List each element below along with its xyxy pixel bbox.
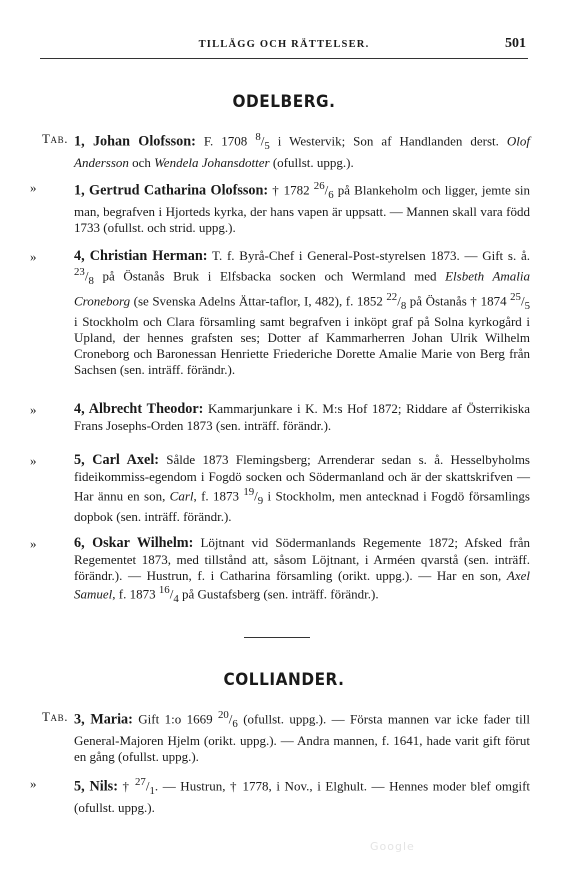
genealogy-entry: 3, Maria: Gift 1:o 1669 $^{20}/_6$ (ofullst. uppg.). — Första mannen var icke fader till General-Majoren Hjelm (orikt. uppg.). — Andra mannen, f. 1641, hade varit gift förut en gång (ofullst. uppg.).	[74, 709, 530, 764]
scan-watermark: Google	[370, 840, 415, 853]
person-name: 4, Albrecht Theodor:	[74, 401, 204, 417]
entry-marker: Tab.	[42, 131, 69, 146]
entry-marker: »	[30, 249, 37, 264]
section-divider	[244, 637, 310, 638]
person-name: 1, Johan Olofsson:	[74, 133, 196, 150]
person-name: 3, Maria:	[74, 711, 133, 728]
entry-marker: »	[30, 453, 37, 468]
person-name: 5, Nils:	[74, 778, 118, 795]
entry-marker: »	[30, 402, 37, 417]
entry-marker: Tab.	[42, 709, 69, 724]
running-head-title: TILLÄGG OCH RÄTTELSER.	[198, 39, 370, 50]
genealogy-entry: 4, Albrecht Theodor: Kammarjunkare i K. M:s Hof 1872; Riddare af Österrikiska Frans Josephs-Orden 1873 (sen. inträff. förändr.).	[74, 401, 531, 433]
genealogy-entry: 4, Christian Herman: T. f. Byrå-Chef i General-Post-styrelsen 1873. — Gift s. å. $^{23}/_8$ på Östanås Bruk i Elfsbacka socken och Wermland med Elsbeth Amalia Croneborg (se Svenska Adelns Ättar-taflor, I, 482), f. 1852 $^{22}/_8$ på Östanås † 1874 $^{25}/_5$ i Stockholm och Clara församling samt begrafven i inköpt graf på Solna kyrkogård i Upland, der hennes grafsten ses; Dotter af Kammarherren Johan Ulrik Wilhelm Croneborg och Baronessan Henriette Friederiche Dorette Amalie Marie von Berg från Sachsen (sen. inträff. förändr.).	[74, 248, 531, 377]
genealogy-entry: 6, Oskar Wilhelm: Löjtnant vid Södermanlands Regemente 1872; Afsked från Regementet 1873, med tillstånd att, såsom Löjtnant, i Arméen qvarstå (sen. inträff. förändr.). — Hustrun, f. i Catharina församling (orikt. uppg.). — Har en son, Axel Samuel, f. 1873 $^{16}/_4$ på Gustafsberg (sen. inträff. förändr.).	[74, 535, 531, 606]
entry-marker: »	[30, 180, 37, 195]
person-name: 1, Gertrud Catharina Olofsson:	[74, 182, 269, 199]
entry-marker: »	[30, 536, 37, 551]
running-head	[40, 38, 528, 59]
section-heading-odelberg: ODELBERG.	[232, 92, 336, 112]
person-name: 5, Carl Axel:	[74, 452, 159, 468]
genealogy-entry: 5, Carl Axel: Sålde 1873 Flemingsberg; Arrenderar sedan s. å. Hesselbyholms fideikommiss-egendom i Fogdö socken och Södermanland och är der skattskrifven — Har ännu en son, Carl, f. 1873 $^{19}/_9$ i Stockholm, men antecknad i Fogdö församlings dopbok (sen. inträff. förändr.).	[74, 452, 530, 525]
person-name: 6, Oskar Wilhelm:	[74, 535, 194, 551]
section-heading-colliander: COLLIANDER.	[223, 670, 345, 690]
genealogy-entry: 1, Gertrud Catharina Olofsson: † 1782 $^{26}/_6$ på Blankeholm och ligger, jemte sin man, begrafven i Hjorteds kyrka, der hans vapen är uppsatt. — Mannen skall vara född 1733 (ofullst. och strid. uppg.).	[74, 180, 531, 235]
person-name: 4, Christian Herman:	[74, 248, 208, 264]
genealogy-entry: 5, Nils: † $^{27}/_1$. — Hustrun, † 1778, i Nov., i Elghult. — Hennes moder blef omgift (ofullst. uppg.).	[74, 776, 531, 815]
entry-marker: »	[30, 776, 37, 791]
page-number: 501	[505, 36, 526, 51]
genealogy-entry: 1, Johan Olofsson: F. 1708 $^8/_5$ i Westervik; Son af Handlanden derst. Olof Andersson och Wendela Johansdotter (ofullst. uppg.).	[74, 131, 530, 170]
